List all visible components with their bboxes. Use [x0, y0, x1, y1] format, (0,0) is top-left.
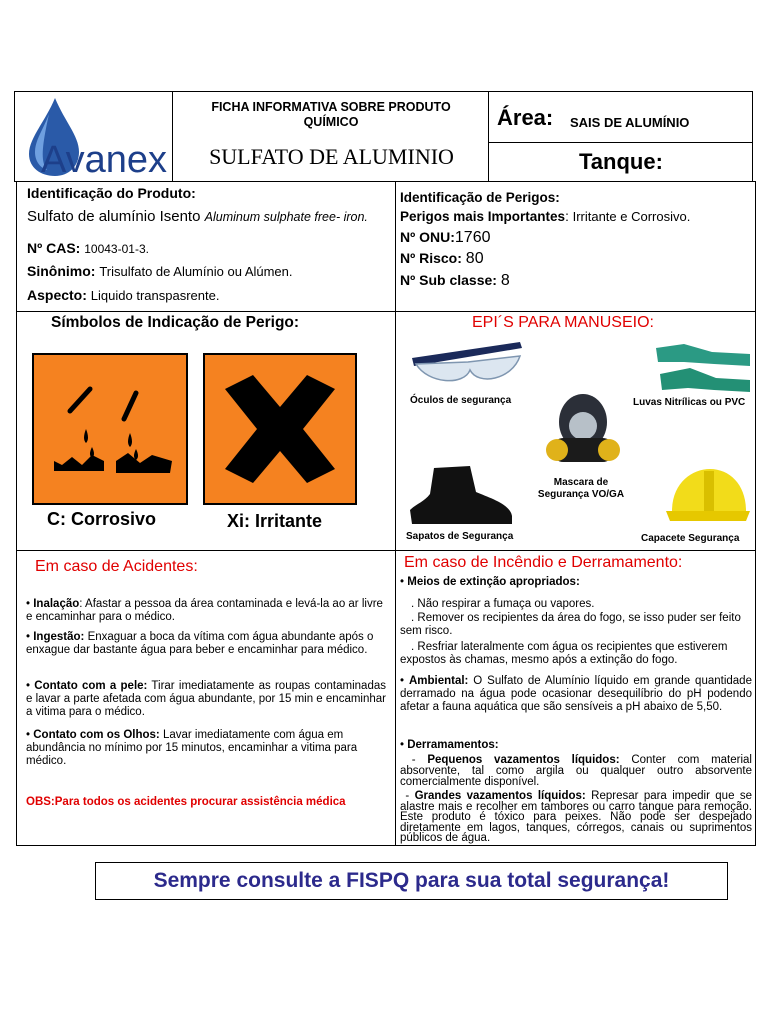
eyes-label: Contato com os Olhos: [33, 729, 160, 741]
ingestion-text: Enxaguar a boca da vítima com água abundante após o enxague dar bastante água para beber e encaminhar para médico. [26, 631, 374, 656]
extinction-item-3: . Resfriar lateralmente com água os recipientes que estiverem expostos às chamas, mesmo após a extinção do fogo. [400, 641, 728, 666]
skin-item: • Contato com a pele: Tirar imediatamente as roupas contaminadas e lavar a parte afetada com água abundante, por 15 min e encaminhar a vitima para o médico. [26, 680, 386, 718]
skin-text: Tirar imediatamente as roupas contaminadas e lavar a parte afetada com água abundante, por 15 min e encaminhar a vitima para o médico. [26, 680, 386, 718]
avanex-logo [15, 92, 172, 181]
fire-title: Em caso de Incêndio e Derramamento: [404, 554, 683, 571]
logo-text: Avanex [41, 139, 168, 181]
gloves-icon [654, 340, 754, 396]
large-spill-text: Represar para impedir que se alastre mais e recolher em tambores ou carro tanque para remoção. Este produto é tóxico para peixes. Não pode ser despejado diretamente em lagos, tanques, córregos, canais ou suprimentos públicos de água. [400, 790, 752, 844]
inhalation-label: Inalação [33, 598, 80, 610]
subclass-label: Nº Sub classe: [400, 272, 497, 288]
synonym-value: Trisulfato de Alumínio ou Alúmen. [99, 264, 293, 279]
irritant-label: Xi: Irritante [227, 511, 323, 531]
area-value: SAIS DE ALUMÍNIO [570, 115, 690, 130]
hazard-identification: Identificação de Perigos: Perigos mais Importantes: Irritante e Corrosivo. Nº ONU:1760 Nº Risco: 80 Nº Sub classe: 8 [395, 181, 756, 312]
onu-label: Nº ONU: [400, 229, 455, 245]
irritant-pictogram [203, 353, 357, 505]
ingestion-label: Ingestão: [33, 631, 85, 643]
identification-title: Identificação do Produto: [27, 185, 196, 201]
onu-value: 1760 [454, 229, 491, 246]
epi-section [395, 311, 756, 551]
goggles-icon [408, 340, 526, 392]
hazard-symbols-section [16, 311, 396, 551]
area-cell [488, 91, 753, 143]
obs-note: OBS:Para todos os acidentes procurar assistência médica [26, 796, 346, 808]
cas-value: 10043-01-3. [84, 242, 149, 256]
fispq-banner [95, 862, 728, 900]
product-title: SULFATO DE ALUMINIO [209, 144, 454, 169]
epi-title: EPI´S PARA MANUSEIO: [472, 314, 654, 331]
ingestion-item: • Ingestão: Enxaguar a boca da vítima com água abundante após o enxague dar bastante água para beber e encaminhar para médico. [26, 631, 374, 656]
tank-cell [488, 142, 753, 182]
subclass-value: 8 [500, 272, 510, 289]
main-hazard-label: Perigos mais Importantes [400, 209, 566, 224]
small-spill-text: Conter com material absorvente, tal como argila ou qualquer outro absorvente comercialmente disponível. [400, 754, 752, 788]
corrosive-pictogram [32, 353, 188, 505]
aspect-value: Liquido transpasrente. [90, 288, 220, 303]
environmental-label: Ambiental: [408, 675, 469, 687]
extinction-item-2: . Remover os recipientes da área do fogo, se isso puder ser feito sem risco. [400, 612, 741, 637]
product-name: Sulfato de alumínio Isento [27, 208, 201, 225]
inhalation-text: : Afastar a pessoa da área contaminada e levá-la ao ar livre e encaminhar para o médico. [26, 598, 383, 623]
eyes-text: Lavar imediatamente com água em abundância no mínimo por 15 minutos, encaminhar a vitima para médico. [26, 729, 358, 767]
symbols-title: Símbolos de Indicação de Perigo: [51, 314, 300, 331]
aspect-label: Aspecto: [27, 287, 87, 303]
main-hazard-value: Irritante e Corrosivo. [572, 209, 691, 224]
hazard-title: Identificação de Perigos: [400, 190, 560, 205]
risk-value: 80 [465, 250, 484, 267]
extinction-item-1: . Não respirar a fumaça ou vapores. [411, 598, 595, 610]
extinction-label: Meios de extinção apropriados: [407, 576, 580, 588]
environmental-item: • Ambiental: O Sulfato de Alumínio líquido em grande quantidade derramado na água pode ocasionar desequilíbrio do pH podendo afetar a fauna aquática que são sensíveis a pH abaixo de 5,50. [400, 675, 752, 713]
fire-spill-section: Em caso de Incêndio e Derramamento: • Meios de extinção apropriados: . Não respirar a fumaça ou vapores. . Remover os recipientes da área do fogo, se isso puder ser feito sem risco. . Resfriar lateralmente com água os recipientes que estiverem expostos às chamas, mesmo após a extinção do fogo. • Ambiental: O Sulfato de Alumínio líquido em grande quantidade derramado na água pode ocasionar desequilíbrio do pH podendo afetar a fauna aquática que são sensíveis a pH abaixo de 5,50. • Derramamentos: - Pequenos vazamentos líquidos: Conter com material absorvente, tal como argila ou qualquer outro absorvente comercialmente disponível. - Grandes vazamentos líquidos: Represar para impedir que se alastre mais e recolher em tambores ou carro tanque para remoção. Este produto é tóxico para peixes. Não pode ser despejado diretamente em lagos, tanques, córregos, canais ou suprimentos públicos de água. [395, 550, 756, 846]
large-spill-item: - Grandes vazamentos líquidos: Represar para impedir que se alastre mais e recolher em tambores ou carro tanque para remoção. Este produto é tóxico para peixes. Não pode ser despejado diretamente em lagos, tanques, córregos, canais ou suprimentos públicos de água. [400, 790, 752, 844]
accidents-section [16, 550, 396, 846]
helmet-label: Capacete Segurança [641, 533, 740, 544]
eyes-item: • Contato com os Olhos: Lavar imediatamente com água em abundância no mínimo por 15 minutos, encaminhar a vitima para médico. [26, 729, 358, 767]
inhalation-item: • Inalação: Afastar a pessoa da área contaminada e levá-la ao ar livre e encaminhar para o médico. [26, 598, 383, 623]
tank-label: Tanque: [579, 149, 663, 174]
mask-label: Mascara de Segurança VO/GA [537, 477, 625, 500]
product-identification [16, 181, 396, 312]
goggles-label: Óculos de segurança [410, 395, 512, 406]
environmental-text: O Sulfato de Alumínio líquido em grande quantidade derramado na água pode ocasionar desequilíbrio do pH podendo afetar a fauna aquática que são sensíveis a pH abaixo de 5,50. [400, 675, 752, 713]
header-logo-cell [14, 91, 173, 182]
product-name-en: Aluminum sulphate free- iron. [204, 210, 368, 224]
gloves-label: Luvas Nitrílicas ou PVC [633, 397, 746, 408]
synonym-label: Sinônimo: [27, 263, 96, 279]
corrosive-label: C: Corrosivo [47, 509, 157, 529]
header-subtitle: FICHA INFORMATIVA SOBRE PRODUTO QUÍMICO [211, 100, 451, 129]
small-spill-label: Pequenos vazamentos líquidos: [427, 754, 620, 766]
shoes-label: Sapatos de Segurança [406, 531, 514, 542]
small-spill-item: - Pequenos vazamentos líquidos: Conter com material absorvente, tal como argila ou qualquer outro absorvente comercialmente disponível. [400, 754, 752, 788]
cas-label: Nº CAS: [27, 240, 81, 256]
large-spill-label: Grandes vazamentos líquidos: [414, 790, 586, 802]
mask-icon [543, 392, 623, 472]
risk-label: Nº Risco: [400, 250, 462, 266]
fispq-text: Sempre consulte a FISPQ para sua total segurança! [153, 869, 670, 892]
helmet-icon [664, 467, 750, 527]
skin-label: Contato com a pele: [34, 680, 148, 692]
area-label: Área: [497, 105, 554, 130]
header-title-cell [172, 91, 489, 182]
spill-label: Derramamentos: [407, 739, 499, 751]
shoe-icon [406, 464, 516, 528]
accidents-title: Em caso de Acidentes: [35, 558, 198, 575]
